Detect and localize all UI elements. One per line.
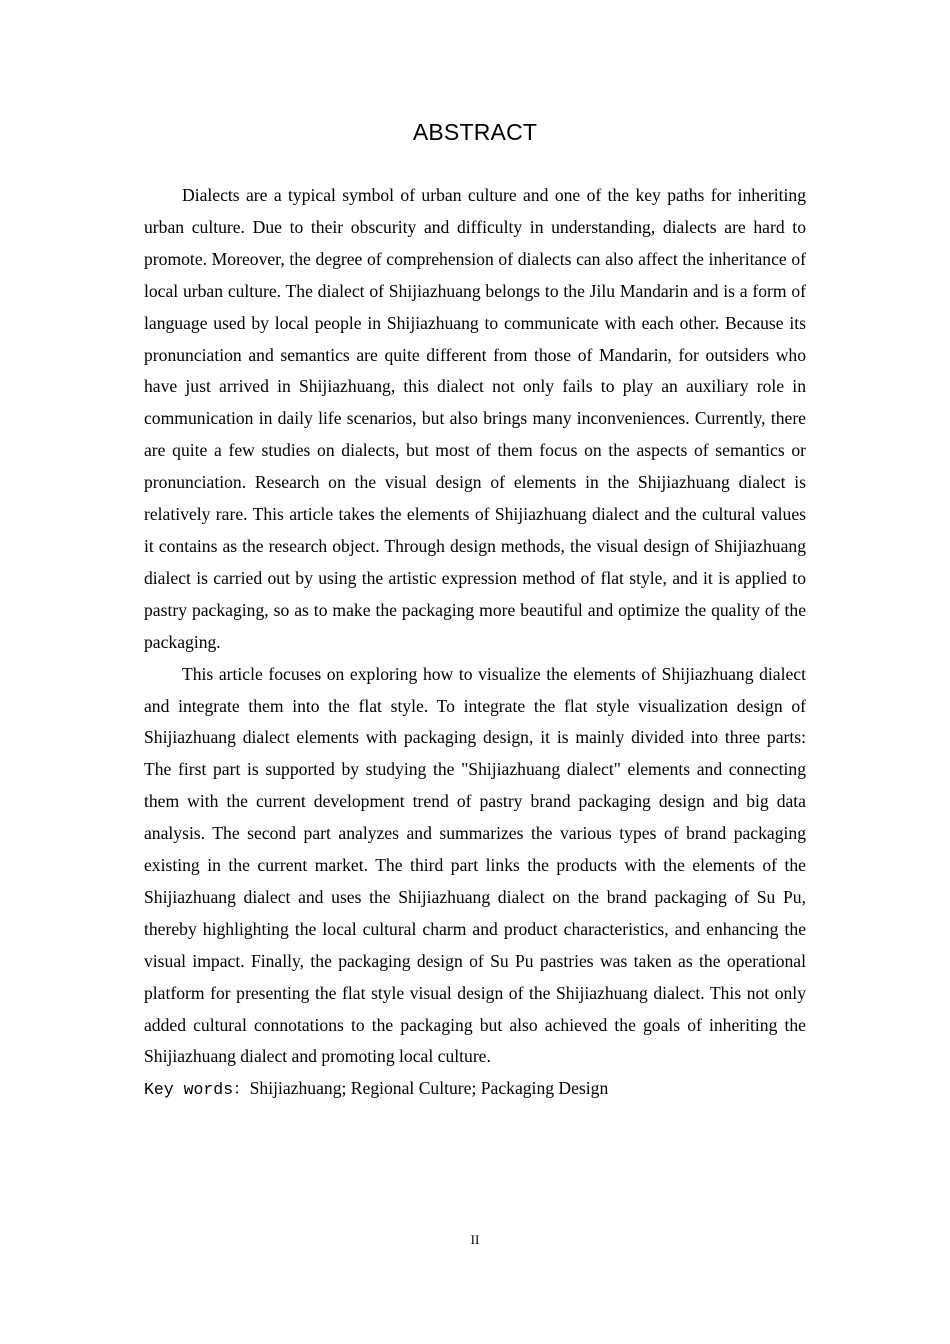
keywords-line <box>144 1073 806 1106</box>
abstract-paragraph-1: Dialects are a typical symbol of urban culture and one of the key paths for inheriting urban culture. Due to their obscurity and difficulty in understanding, dialects are hard to promote. Moreover, the degree of comprehension of dialects can also affect the inheritance of local urban culture. The dialect of Shijiazhuang belongs to the Jilu Mandarin and is a form of language used by local people in Shijiazhuang to communicate with each other. Because its pronunciation and semantics are quite different from those of Mandarin, for outsiders who have just arrived in Shijiazhuang, this dialect not only fails to play an auxiliary role in communication in daily life scenarios, but also brings many inconveniences. Currently, there are quite a few studies on dialects, but most of them focus on the aspects of semantics or pronunciation. Research on the visual design of elements in the Shijiazhuang dialect is relatively rare. This article takes the elements of Shijiazhuang dialect and the cultural values it contains as the research object. Through design methods, the visual design of Shijiazhuang dialect is carried out by using the artistic expression method of flat style, and it is applied to pastry packaging, so as to make the packaging more beautiful and optimize the quality of the packaging. <box>144 185 806 652</box>
abstract-body <box>144 180 806 1106</box>
keywords-value: Shijiazhuang; Regional Culture; Packaging Design <box>249 1078 609 1099</box>
keywords-label: Key words： <box>144 1080 250 1100</box>
abstract-title: ABSTRACT <box>412 119 538 145</box>
abstract-paragraph-2: This article focuses on exploring how to visualize the elements of Shijiazhuang dialect and integrate them into the flat style. To integrate the flat style visualization design of Shijiazhuang dialect elements with packaging design, it is mainly divided into three parts: The first part is supported by studying the "Shijiazhuang dialect" elements and connecting them with the current development trend of pastry brand packaging design and big data analysis. The second part analyzes and summarizes the various types of brand packaging existing in the current market. The third part links the products with the elements of the Shijiazhuang dialect and uses the Shijiazhuang dialect on the brand packaging of Su Pu, thereby highlighting the local cultural charm and product characteristics, and enhancing the visual impact. Finally, the packaging design of Su Pu pastries was taken as the operational platform for presenting the flat style visual design of the Shijiazhuang dialect. This not only added cultural connotations to the packaging but also achieved the goals of inheriting the Shijiazhuang dialect and promoting local culture. <box>144 663 806 1067</box>
page-number: II <box>470 1232 480 1247</box>
